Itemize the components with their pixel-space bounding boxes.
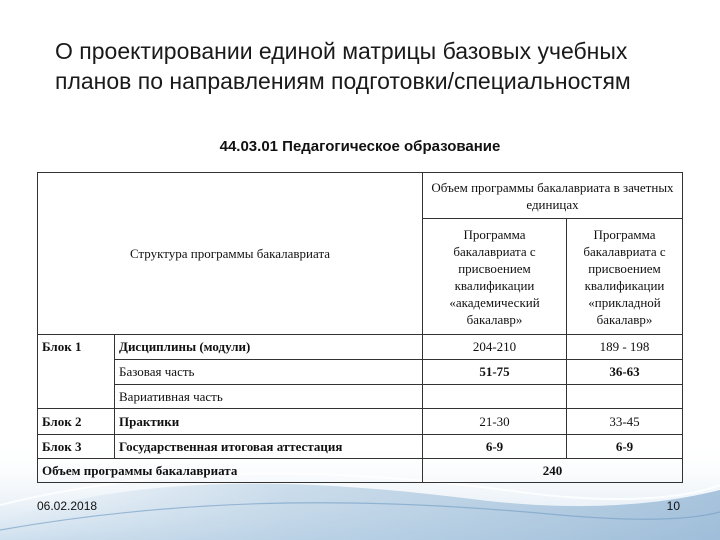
total-label: Объем программы бакалавриата xyxy=(38,459,423,483)
block-label: Блок 2 xyxy=(38,409,115,435)
table-row xyxy=(38,360,683,385)
header-applied-bachelor: Программа бакалавриата с присвоением квалификации «прикладной бакалавр» xyxy=(567,219,683,335)
table-row xyxy=(38,435,683,459)
table-row xyxy=(38,385,683,409)
row-name: Практики xyxy=(115,409,423,435)
applied-value xyxy=(567,385,683,409)
header-volume: Объем программы бакалавриата в зачетных единицах xyxy=(423,173,683,219)
applied-value: 6-9 xyxy=(567,435,683,459)
table-subtitle: 44.03.01 Педагогическое образование xyxy=(219,138,501,155)
row-name: Дисциплины (модули) xyxy=(115,335,423,360)
applied-value: 33-45 xyxy=(567,409,683,435)
row-name: Базовая часть xyxy=(115,360,423,385)
page-number: 10 xyxy=(666,499,680,513)
academic-value: 21-30 xyxy=(423,409,567,435)
slide-title: О проектировании единой матрицы базовых учебных планов по направлениям подготовки/специальностям xyxy=(55,38,631,94)
table-total-row xyxy=(38,459,683,483)
row-name: Вариативная часть xyxy=(115,385,423,409)
total-value: 240 xyxy=(423,459,683,483)
footer-date: 06.02.2018 xyxy=(37,499,98,513)
block-label xyxy=(38,385,115,409)
header-academic-bachelor: Программа бакалавриата с присвоением квалификации «академический бакалавр» xyxy=(423,219,567,335)
program-structure-table xyxy=(37,172,683,483)
block-label xyxy=(38,360,115,385)
academic-value: 6-9 xyxy=(423,435,567,459)
header-structure: Структура программы бакалавриата xyxy=(38,173,423,335)
row-name: Государственная итоговая аттестация xyxy=(115,435,423,459)
academic-value xyxy=(423,385,567,409)
table-row xyxy=(38,335,683,360)
table-row xyxy=(38,409,683,435)
academic-value: 51-75 xyxy=(423,360,567,385)
applied-value: 189 - 198 xyxy=(567,335,683,360)
applied-value: 36-63 xyxy=(567,360,683,385)
block-label: Блок 1 xyxy=(38,335,115,360)
block-label: Блок 3 xyxy=(38,435,115,459)
academic-value: 204-210 xyxy=(423,335,567,360)
